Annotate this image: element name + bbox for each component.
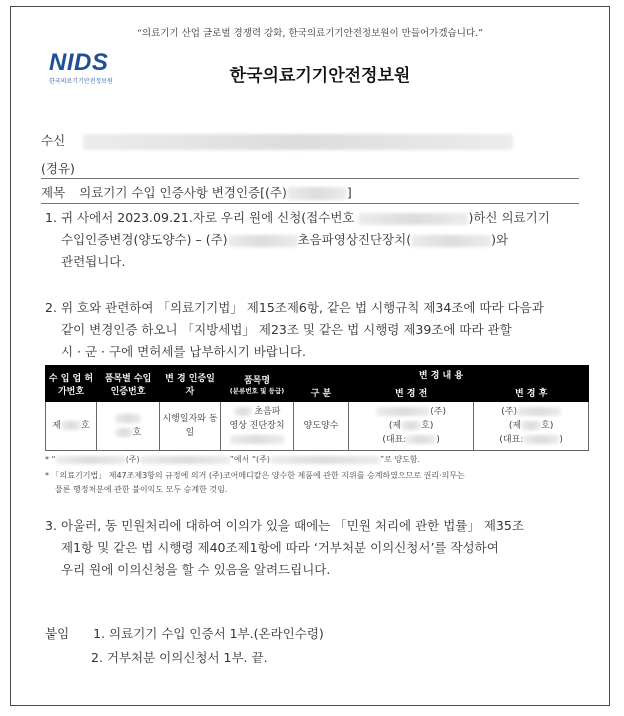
cell-cert: 호 <box>97 402 160 451</box>
paragraph-1-number: 1. <box>45 210 57 225</box>
redacted-company <box>287 187 347 200</box>
p1-line2-end: )와 <box>491 232 509 247</box>
p3-line2: 제1항 및 같은 법 시행령 제40조제1항에 따라 ‘거부처분 이의신청서’를 작성하여 <box>61 540 499 555</box>
slogan: “의료기기 산업 글로벌 경쟁력 강화, 한국의료기기안전정보원이 만들어가겠습니다.” <box>137 28 483 39</box>
subject-label: 제목 <box>41 185 66 200</box>
p1-line1-end: )하신 의료기기 <box>468 210 550 225</box>
cell-after: (주) (제 호) (대표: ) <box>474 402 589 451</box>
recipient-row <box>41 131 513 150</box>
col-after: 변 경 후 <box>474 384 589 402</box>
subject-row <box>41 183 352 201</box>
p3-line3: 우리 원에 이의신청을 할 수 있음을 알려드립니다. <box>61 562 331 577</box>
col-item-name: 품목명 (분류번호 및 등급) <box>221 366 294 402</box>
note-1: * “ (주) ”에서 “(주) ”로 양도함. <box>45 455 421 464</box>
subject-text: 의료기기 수입 인증사항 변경인증[(주) <box>79 185 287 200</box>
col-cert-number: 품목별 수입 인증번호 <box>97 366 160 402</box>
p1-line2-mid: 초음파영상진단장치( <box>297 232 412 247</box>
col-change-details: 변 경 내 용 <box>294 366 589 384</box>
redacted-company-name <box>228 235 298 247</box>
col-permit-number: 수 입 업 허가번호 <box>46 366 97 402</box>
subject-close: ] <box>346 185 352 200</box>
divider-bottom <box>41 203 579 204</box>
paragraph-2 <box>45 297 585 363</box>
attachment-item-2: 2. 거부처분 이의신청서 1부. 끝. <box>91 650 268 665</box>
p2-line3: 시 · 군 · 구에 면허세를 납부하시기 바랍니다. <box>61 344 307 359</box>
cell-date: 시행일자와 동일 <box>160 402 221 451</box>
table-row <box>46 402 589 451</box>
p2-line2: 같이 변경인증 하오니 「지방세법」 제23조 및 같은 법 시행령 제39조에 따라 관할 <box>61 322 512 337</box>
recipient-label: 수신 <box>41 133 66 148</box>
redacted-receipt-number <box>358 213 468 225</box>
col-division: 구 분 <box>294 384 349 402</box>
p3-line1: 아울러, 동 민원처리에 대하여 이의가 있을 때에는 「민원 처리에 관한 법률」 제35조 <box>61 518 524 533</box>
paragraph-2-number: 2. <box>45 300 57 315</box>
cell-before: (주) (제 호) (대표: ) <box>349 402 474 451</box>
logo-text: NIDS <box>49 49 109 76</box>
paragraph-3-number: 3. <box>45 518 57 533</box>
attachment-item-1: 1. 의료기기 수입 인증서 1부.(온라인수령) <box>93 626 324 641</box>
cell-permit: 제 호 <box>46 402 97 451</box>
attachment-section <box>45 623 324 645</box>
note-2: * 「의료기기법」 제47조제3항의 규정에 의거 (주)코어메디칼은 양수한 제품에 관한 지위를 승계하였으므로 권리·의무는 <box>45 471 465 480</box>
via-label: (경유) <box>41 161 75 176</box>
cell-item: 초음파 영상 진단장치 <box>221 402 294 451</box>
p2-line1: 위 호와 관련하여 「의료기기법」 제15조제6항, 같은 법 시행규칙 제34조에 따라 다음과 <box>61 300 544 315</box>
change-table <box>45 365 589 451</box>
attachment-label: 붙임 <box>45 626 70 641</box>
redacted-recipient <box>83 134 513 150</box>
paragraph-1 <box>45 207 585 273</box>
p1-line1-text: 귀 사에서 2023.09.21.자로 우리 원에 신청(접수번호 <box>61 210 359 225</box>
p1-line3: 관련됩니다. <box>61 254 126 269</box>
note-3: 물론 행정처분에 관한 불이익도 모두 승계한 것임. <box>55 485 228 494</box>
logo-subtext: 한국의료기기안전정보원 <box>49 78 113 85</box>
cell-division: 양도양수 <box>294 402 349 451</box>
divider-top <box>41 178 579 179</box>
p1-line2-text: 수입인증변경(양도양수) – (주) <box>61 232 228 247</box>
paragraph-3 <box>45 515 585 581</box>
redacted-model <box>411 235 491 247</box>
col-before: 변 경 전 <box>349 384 474 402</box>
col-change-date: 변 경 인증일자 <box>160 366 221 402</box>
official-letter <box>10 6 610 706</box>
org-title: 한국의료기기안전정보원 <box>229 66 411 86</box>
